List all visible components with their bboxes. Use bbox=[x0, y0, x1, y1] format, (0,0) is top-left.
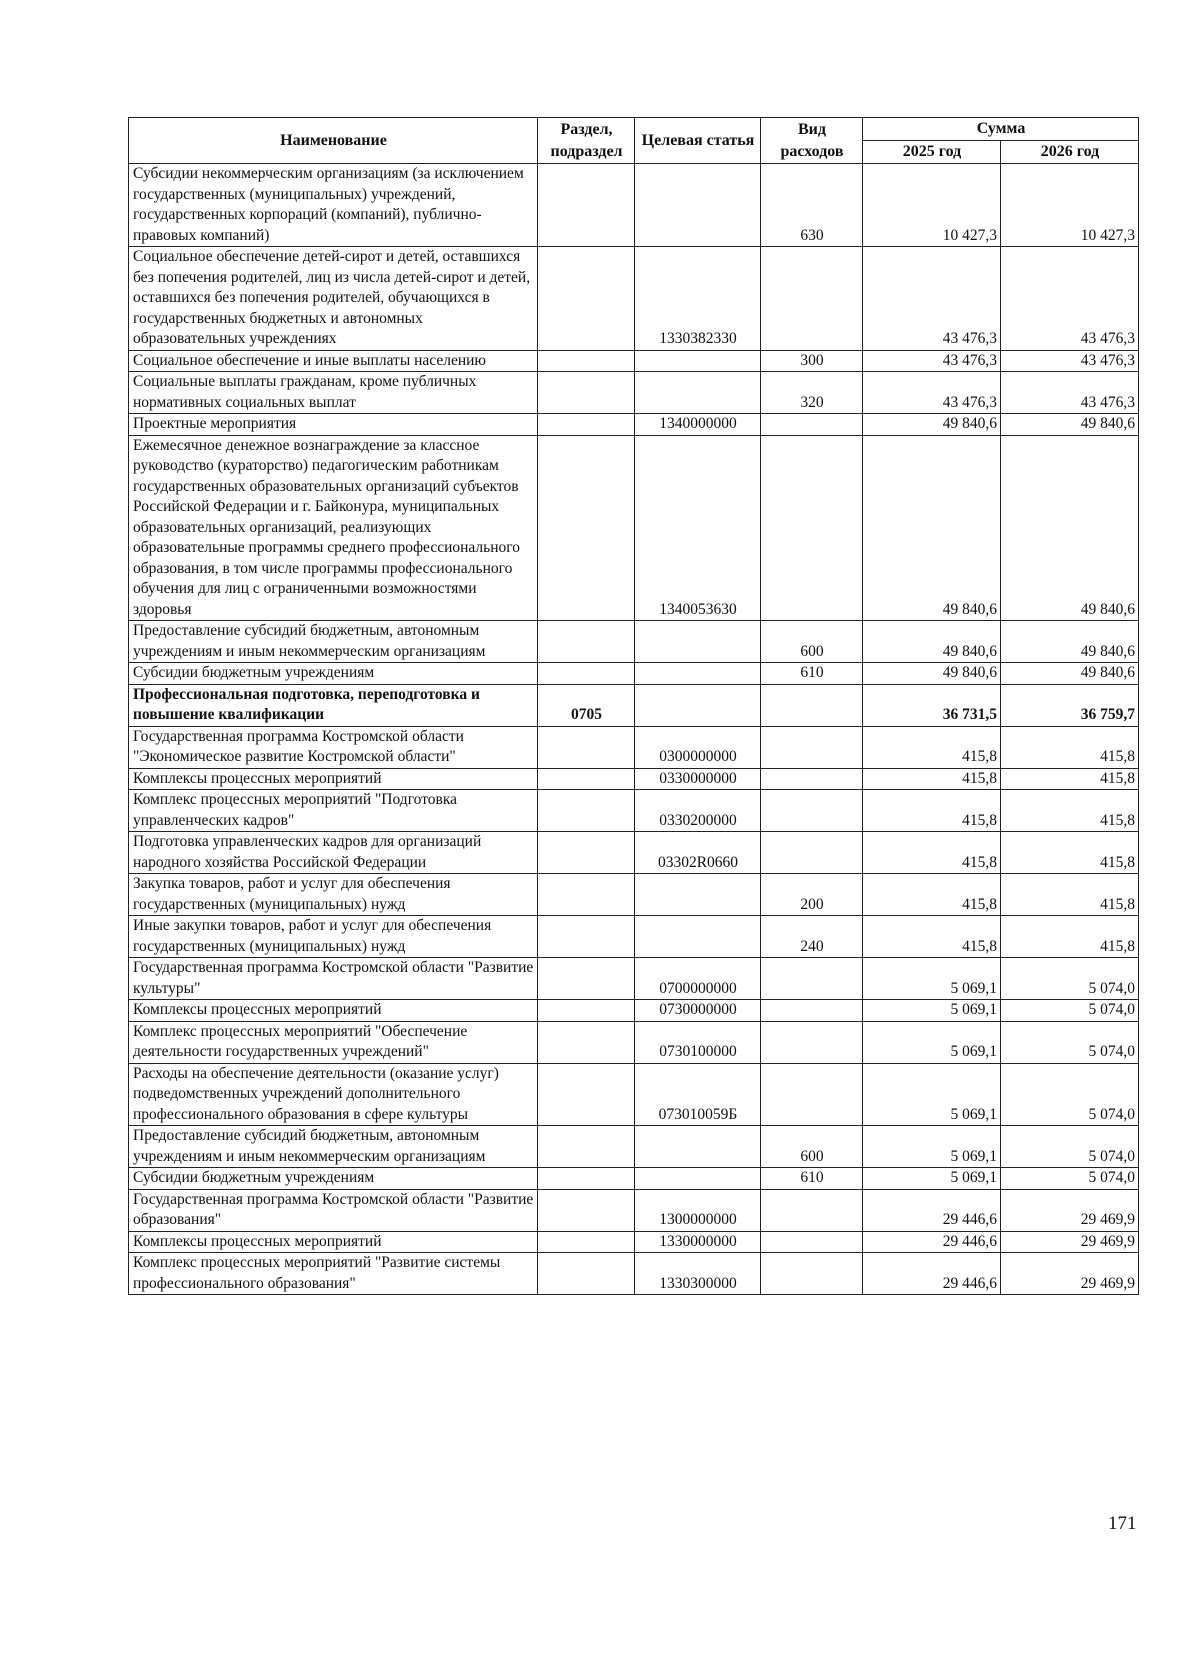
row-name-cell: Социальные выплаты гражданам, кроме публичных нормативных социальных выплат bbox=[129, 372, 538, 414]
header-year-2025: 2025 год bbox=[863, 141, 1001, 164]
budget-table bbox=[128, 117, 1139, 1295]
row-target-cell bbox=[635, 663, 761, 685]
table-row bbox=[129, 663, 1139, 685]
row-section-cell bbox=[538, 1253, 635, 1295]
row-expense-type-cell bbox=[761, 1021, 863, 1063]
table-row bbox=[129, 247, 1139, 351]
row-target-cell: 0330200000 bbox=[635, 790, 761, 832]
row-target-cell: 1340053630 bbox=[635, 435, 761, 621]
row-amount-2026-cell: 5 074,0 bbox=[1001, 958, 1139, 1000]
row-name-cell: Предоставление субсидий бюджетным, автономным учреждениям и иным некоммерческим организациям bbox=[129, 621, 538, 663]
row-expense-type-cell: 240 bbox=[761, 916, 863, 958]
row-amount-2026-cell: 43 476,3 bbox=[1001, 247, 1139, 351]
row-expense-type-cell bbox=[761, 790, 863, 832]
row-name-cell: Государственная программа Костромской области "Экономическое развитие Костромской области" bbox=[129, 726, 538, 768]
row-amount-2025-cell: 29 446,6 bbox=[863, 1231, 1001, 1253]
table-row bbox=[129, 414, 1139, 436]
row-amount-2026-cell: 29 469,9 bbox=[1001, 1189, 1139, 1231]
row-amount-2026-cell: 415,8 bbox=[1001, 768, 1139, 790]
row-expense-type-cell bbox=[761, 435, 863, 621]
row-expense-type-cell: 200 bbox=[761, 874, 863, 916]
row-expense-type-cell: 630 bbox=[761, 164, 863, 247]
row-amount-2026-cell: 43 476,3 bbox=[1001, 372, 1139, 414]
row-amount-2026-cell: 43 476,3 bbox=[1001, 350, 1139, 372]
row-expense-type-cell: 610 bbox=[761, 1168, 863, 1190]
table-row bbox=[129, 768, 1139, 790]
row-section-cell bbox=[538, 247, 635, 351]
row-name-cell: Иные закупки товаров, работ и услуг для обеспечения государственных (муниципальных) нужд bbox=[129, 916, 538, 958]
table-row bbox=[129, 1253, 1139, 1295]
table-body bbox=[129, 164, 1139, 1295]
row-name-cell: Социальное обеспечение детей-сирот и детей, оставшихся без попечения родителей, лиц из числа детей-сирот и детей, оставшихся без попечения родителей, обучающихся в государственных бюджетных и автономных образовательных учреждениях bbox=[129, 247, 538, 351]
row-amount-2026-cell: 29 469,9 bbox=[1001, 1231, 1139, 1253]
row-expense-type-cell bbox=[761, 414, 863, 436]
row-section-cell bbox=[538, 164, 635, 247]
row-amount-2026-cell: 415,8 bbox=[1001, 916, 1139, 958]
row-amount-2025-cell: 49 840,6 bbox=[863, 414, 1001, 436]
row-name-cell: Комплексы процессных мероприятий bbox=[129, 1231, 538, 1253]
table-row bbox=[129, 958, 1139, 1000]
table-row bbox=[129, 684, 1139, 726]
row-expense-type-cell: 300 bbox=[761, 350, 863, 372]
row-amount-2025-cell: 5 069,1 bbox=[863, 1021, 1001, 1063]
row-section-cell bbox=[538, 372, 635, 414]
row-section-cell bbox=[538, 1231, 635, 1253]
row-amount-2025-cell: 49 840,6 bbox=[863, 621, 1001, 663]
budget-table-page bbox=[128, 117, 1138, 1295]
table-row bbox=[129, 726, 1139, 768]
row-section-cell bbox=[538, 1021, 635, 1063]
row-amount-2025-cell: 49 840,6 bbox=[863, 435, 1001, 621]
row-expense-type-cell bbox=[761, 958, 863, 1000]
row-amount-2026-cell: 49 840,6 bbox=[1001, 621, 1139, 663]
row-section-cell bbox=[538, 350, 635, 372]
row-amount-2025-cell: 49 840,6 bbox=[863, 663, 1001, 685]
row-section-cell bbox=[538, 832, 635, 874]
table-row bbox=[129, 874, 1139, 916]
row-expense-type-cell: 610 bbox=[761, 663, 863, 685]
table-row bbox=[129, 1231, 1139, 1253]
table-row bbox=[129, 1063, 1139, 1126]
row-target-cell bbox=[635, 372, 761, 414]
row-target-cell: 1330000000 bbox=[635, 1231, 761, 1253]
row-expense-type-cell bbox=[761, 684, 863, 726]
row-name-cell: Профессиональная подготовка, переподготовка и повышение квалификации bbox=[129, 684, 538, 726]
row-amount-2025-cell: 415,8 bbox=[863, 726, 1001, 768]
row-target-cell: 073010059Б bbox=[635, 1063, 761, 1126]
row-amount-2026-cell: 415,8 bbox=[1001, 726, 1139, 768]
row-expense-type-cell: 320 bbox=[761, 372, 863, 414]
table-row bbox=[129, 1000, 1139, 1022]
row-amount-2026-cell: 36 759,7 bbox=[1001, 684, 1139, 726]
header-section: Раздел, подраздел bbox=[538, 118, 635, 164]
row-amount-2026-cell: 29 469,9 bbox=[1001, 1253, 1139, 1295]
row-target-cell bbox=[635, 621, 761, 663]
row-amount-2025-cell: 5 069,1 bbox=[863, 1000, 1001, 1022]
row-target-cell bbox=[635, 916, 761, 958]
row-expense-type-cell bbox=[761, 1063, 863, 1126]
row-name-cell: Ежемесячное денежное вознаграждение за классное руководство (кураторство) педагогическим работникам государственных образовательных организаций субъектов Российской Федерации и г. Байконура, муниципальных образовательных организаций, реализующих образовательные программы среднего профессионального образования, в том числе программы профессионального обучения для лиц с ограниченными возможностями здоровья bbox=[129, 435, 538, 621]
row-amount-2026-cell: 5 074,0 bbox=[1001, 1063, 1139, 1126]
row-section-cell bbox=[538, 768, 635, 790]
row-section-cell bbox=[538, 790, 635, 832]
page-number: 171 bbox=[1108, 1513, 1137, 1534]
row-section-cell bbox=[538, 1189, 635, 1231]
row-target-cell: 0700000000 bbox=[635, 958, 761, 1000]
row-amount-2025-cell: 415,8 bbox=[863, 874, 1001, 916]
row-amount-2025-cell: 43 476,3 bbox=[863, 350, 1001, 372]
row-name-cell: Социальное обеспечение и иные выплаты населению bbox=[129, 350, 538, 372]
row-amount-2026-cell: 5 074,0 bbox=[1001, 1126, 1139, 1168]
row-amount-2025-cell: 415,8 bbox=[863, 916, 1001, 958]
row-target-cell: 1330300000 bbox=[635, 1253, 761, 1295]
row-expense-type-cell bbox=[761, 1189, 863, 1231]
row-name-cell: Государственная программа Костромской области "Развитие образования" bbox=[129, 1189, 538, 1231]
header-target: Целевая статья bbox=[635, 118, 761, 164]
row-amount-2026-cell: 415,8 bbox=[1001, 874, 1139, 916]
header-expense-type: Вид расходов bbox=[761, 118, 863, 164]
row-expense-type-cell bbox=[761, 726, 863, 768]
table-row bbox=[129, 916, 1139, 958]
table-row bbox=[129, 164, 1139, 247]
row-target-cell: 1300000000 bbox=[635, 1189, 761, 1231]
row-amount-2025-cell: 43 476,3 bbox=[863, 247, 1001, 351]
table-row bbox=[129, 1168, 1139, 1190]
row-amount-2026-cell: 49 840,6 bbox=[1001, 435, 1139, 621]
row-name-cell: Расходы на обеспечение деятельности (оказание услуг) подведомственных учреждений дополнительного профессионального образования в сфере культуры bbox=[129, 1063, 538, 1126]
row-amount-2025-cell: 29 446,6 bbox=[863, 1189, 1001, 1231]
table-row bbox=[129, 372, 1139, 414]
row-amount-2026-cell: 415,8 bbox=[1001, 832, 1139, 874]
row-amount-2025-cell: 5 069,1 bbox=[863, 1168, 1001, 1190]
row-target-cell bbox=[635, 874, 761, 916]
row-amount-2025-cell: 29 446,6 bbox=[863, 1253, 1001, 1295]
row-target-cell bbox=[635, 1126, 761, 1168]
row-amount-2026-cell: 49 840,6 bbox=[1001, 414, 1139, 436]
row-target-cell: 1340000000 bbox=[635, 414, 761, 436]
row-amount-2026-cell: 415,8 bbox=[1001, 790, 1139, 832]
row-section-cell bbox=[538, 1000, 635, 1022]
row-target-cell: 0730100000 bbox=[635, 1021, 761, 1063]
row-name-cell: Комплексы процессных мероприятий bbox=[129, 768, 538, 790]
row-amount-2026-cell: 5 074,0 bbox=[1001, 1168, 1139, 1190]
table-row bbox=[129, 350, 1139, 372]
row-name-cell: Комплекс процессных мероприятий "Обеспечение деятельности государственных учреждений" bbox=[129, 1021, 538, 1063]
row-amount-2025-cell: 5 069,1 bbox=[863, 1126, 1001, 1168]
row-amount-2025-cell: 415,8 bbox=[863, 790, 1001, 832]
header-name: Наименование bbox=[129, 118, 538, 164]
row-name-cell: Предоставление субсидий бюджетным, автономным учреждениям и иным некоммерческим организациям bbox=[129, 1126, 538, 1168]
row-expense-type-cell: 600 bbox=[761, 1126, 863, 1168]
row-name-cell: Подготовка управленческих кадров для организаций народного хозяйства Российской Федерации bbox=[129, 832, 538, 874]
row-section-cell bbox=[538, 916, 635, 958]
row-section-cell bbox=[538, 1063, 635, 1126]
row-expense-type-cell bbox=[761, 768, 863, 790]
row-name-cell: Закупка товаров, работ и услуг для обеспечения государственных (муниципальных) нужд bbox=[129, 874, 538, 916]
row-expense-type-cell bbox=[761, 1231, 863, 1253]
row-target-cell: 0330000000 bbox=[635, 768, 761, 790]
row-amount-2025-cell: 415,8 bbox=[863, 832, 1001, 874]
table-row bbox=[129, 1126, 1139, 1168]
row-target-cell: 1330382330 bbox=[635, 247, 761, 351]
row-amount-2025-cell: 415,8 bbox=[863, 768, 1001, 790]
row-expense-type-cell: 600 bbox=[761, 621, 863, 663]
header-year-2026: 2026 год bbox=[1001, 141, 1139, 164]
row-name-cell: Государственная программа Костромской области "Развитие культуры" bbox=[129, 958, 538, 1000]
row-section-cell bbox=[538, 435, 635, 621]
table-row bbox=[129, 621, 1139, 663]
row-name-cell: Субсидии бюджетным учреждениям bbox=[129, 663, 538, 685]
table-row bbox=[129, 832, 1139, 874]
row-section-cell bbox=[538, 414, 635, 436]
row-section-cell bbox=[538, 621, 635, 663]
row-section-cell bbox=[538, 1126, 635, 1168]
row-target-cell bbox=[635, 350, 761, 372]
row-target-cell: 03302R0660 bbox=[635, 832, 761, 874]
row-expense-type-cell bbox=[761, 1253, 863, 1295]
table-row bbox=[129, 790, 1139, 832]
row-amount-2026-cell: 10 427,3 bbox=[1001, 164, 1139, 247]
row-target-cell: 0730000000 bbox=[635, 1000, 761, 1022]
table-row bbox=[129, 1021, 1139, 1063]
row-amount-2025-cell: 10 427,3 bbox=[863, 164, 1001, 247]
row-name-cell: Субсидии некоммерческим организациям (за исключением государственных (муниципальных) учреждений, государственных корпораций (компаний), публично-правовых компаний) bbox=[129, 164, 538, 247]
row-amount-2025-cell: 36 731,5 bbox=[863, 684, 1001, 726]
row-amount-2026-cell: 49 840,6 bbox=[1001, 663, 1139, 685]
row-section-cell bbox=[538, 874, 635, 916]
row-name-cell: Проектные мероприятия bbox=[129, 414, 538, 436]
row-amount-2025-cell: 5 069,1 bbox=[863, 958, 1001, 1000]
row-section-cell bbox=[538, 663, 635, 685]
table-row bbox=[129, 435, 1139, 621]
row-section-cell: 0705 bbox=[538, 684, 635, 726]
row-section-cell bbox=[538, 726, 635, 768]
row-amount-2026-cell: 5 074,0 bbox=[1001, 1021, 1139, 1063]
row-expense-type-cell bbox=[761, 1000, 863, 1022]
row-expense-type-cell bbox=[761, 247, 863, 351]
row-section-cell bbox=[538, 1168, 635, 1190]
row-target-cell: 0300000000 bbox=[635, 726, 761, 768]
row-name-cell: Комплексы процессных мероприятий bbox=[129, 1000, 538, 1022]
row-name-cell: Комплекс процессных мероприятий "Подготовка управленческих кадров" bbox=[129, 790, 538, 832]
row-amount-2025-cell: 43 476,3 bbox=[863, 372, 1001, 414]
row-name-cell: Субсидии бюджетным учреждениям bbox=[129, 1168, 538, 1190]
row-target-cell bbox=[635, 1168, 761, 1190]
row-name-cell: Комплекс процессных мероприятий "Развитие системы профессионального образования" bbox=[129, 1253, 538, 1295]
row-amount-2026-cell: 5 074,0 bbox=[1001, 1000, 1139, 1022]
table-row bbox=[129, 1189, 1139, 1231]
row-section-cell bbox=[538, 958, 635, 1000]
row-target-cell bbox=[635, 684, 761, 726]
row-amount-2025-cell: 5 069,1 bbox=[863, 1063, 1001, 1126]
row-expense-type-cell bbox=[761, 832, 863, 874]
header-sum: Сумма bbox=[863, 118, 1139, 141]
row-target-cell bbox=[635, 164, 761, 247]
